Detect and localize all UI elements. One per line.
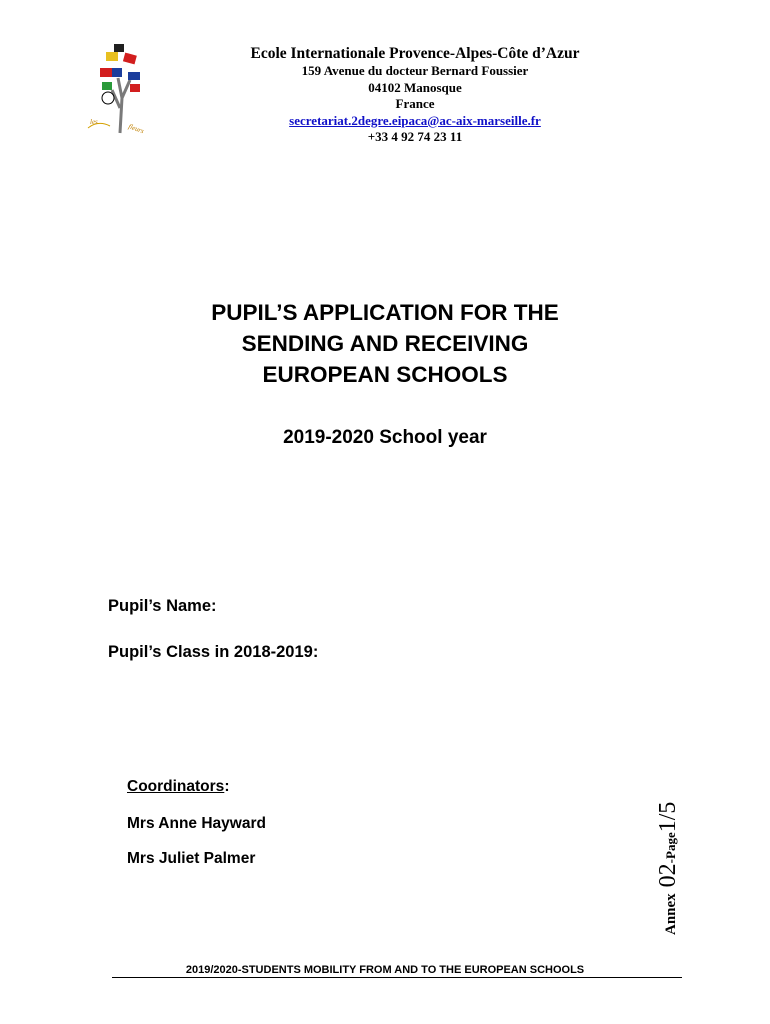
school-country: France (395, 96, 435, 111)
footer-divider (112, 977, 682, 978)
coordinator-name: Mrs Juliet Palmer (127, 850, 256, 867)
annex-page-number: 1/5 (655, 801, 681, 833)
coordinators-heading (127, 776, 229, 798)
coordinators-heading-text: Coordinators (127, 778, 225, 795)
coordinator-name: Mrs Anne Hayward (127, 815, 266, 832)
school-logo-icon (84, 38, 154, 138)
pupil-name-label: Pupil’s Name: (108, 597, 217, 615)
school-header (170, 44, 660, 146)
school-phone: +33 4 92 74 23 11 (367, 129, 463, 144)
pupil-class-label: Pupil’s Class in 2018-2019: (108, 643, 319, 661)
svg-text:les: les (90, 118, 98, 126)
school-address: 159 Avenue du docteur Bernard Foussier (301, 63, 529, 78)
school-year: 2019-2020 School year (283, 427, 487, 448)
page-footer: 2019/2020-STUDENTS MOBILITY FROM AND TO THE EUROPEAN SCHOOLS (185, 964, 585, 976)
school-city: 04102 Manosque (368, 79, 462, 95)
coordinators-heading-colon: : (224, 778, 230, 795)
school-email-link[interactable]: secretariat.2degre.eipaca@ac-aix-marseille.fr (289, 112, 541, 128)
title-line-1: PUPIL’S APPLICATION FOR THE (211, 300, 559, 325)
annex-page-label: -Page (663, 832, 678, 864)
school-name: Ecole Internationale Provence-Alpes-Côte d’Azur (250, 45, 580, 62)
annex-number: 02 (655, 863, 681, 888)
title-line-3: EUROPEAN SCHOOLS (262, 362, 508, 387)
annex-label: Annex (663, 893, 679, 935)
title-line-2: SENDING AND RECEIVING (241, 331, 529, 356)
svg-text:fleurs: fleurs (127, 122, 146, 136)
document-title (100, 297, 670, 390)
annex-page-marker (655, 802, 745, 935)
